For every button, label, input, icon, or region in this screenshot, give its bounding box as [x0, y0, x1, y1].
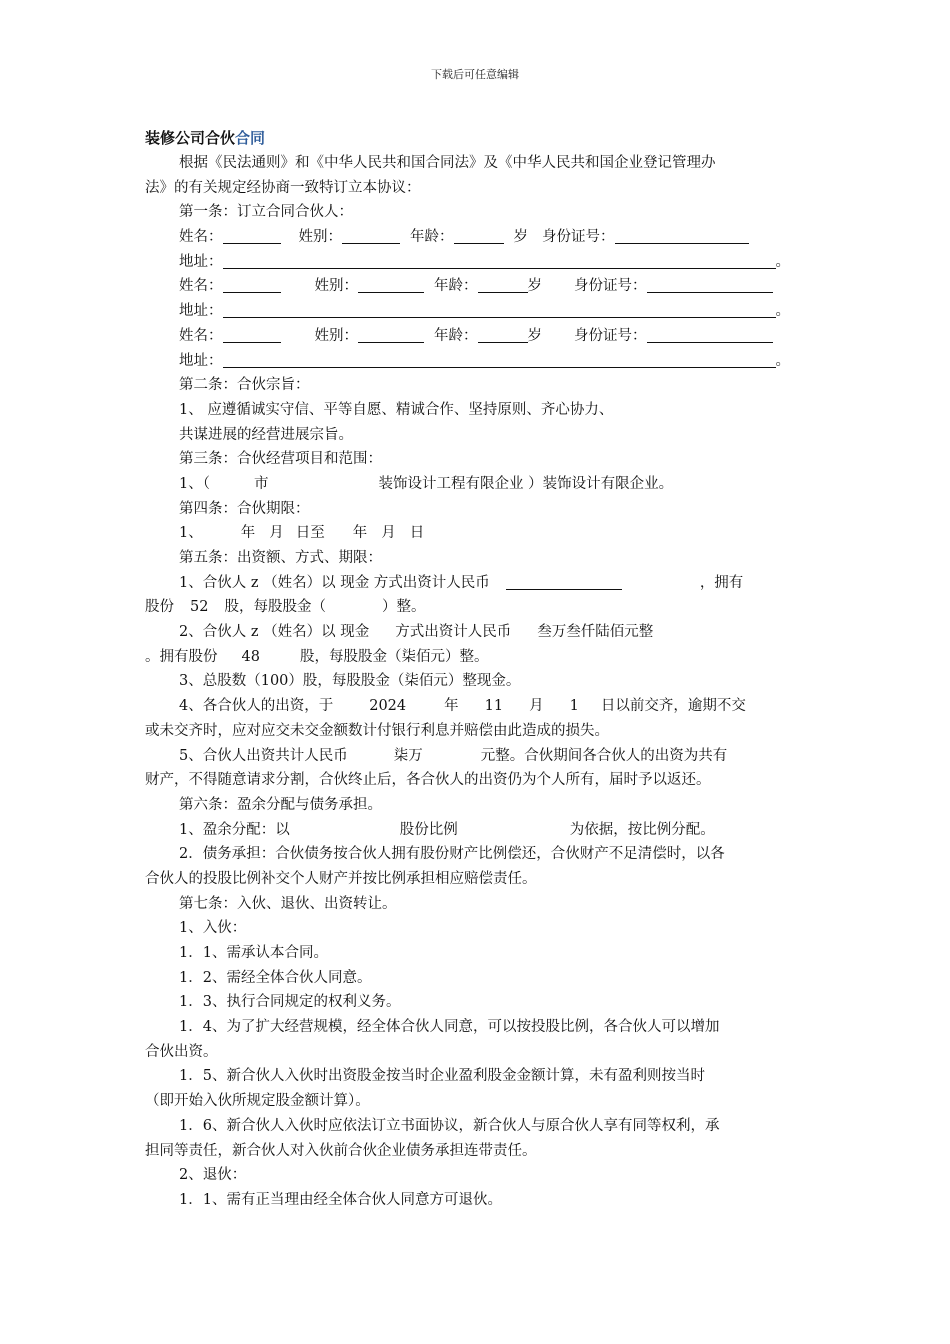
article-7-join-1: 1．1、需承认本合同。	[179, 945, 328, 961]
article-5-clause-2-line-1: 2、合伙人 z （姓名）以 现金 方式出资计人民币 叁万叁仟陆佰元整	[179, 624, 654, 641]
article-7-heading: 第七条：入伙、退伙、出资转让。	[179, 895, 397, 912]
article-5-clause-2-line-2: 。拥有股份 48 股，每股股金（柒佰元）整。	[145, 648, 489, 665]
partner-1-address-line: 地址： 。	[179, 253, 790, 270]
id-number-blank	[615, 227, 749, 244]
article-7-join-heading: 1、入伙：	[179, 920, 247, 937]
article-2-line-2: 共谋进展的经营进展宗旨。	[179, 426, 353, 443]
article-5-clause-1-line-1: 1、合伙人 z （姓名）以 现金 方式出资计人民币 ，拥有	[179, 574, 744, 591]
article-3-line-1: 1、（ 市 装饰设计工程有限企业 ）装饰设计有限企业。	[179, 475, 674, 492]
article-6-clause-2-line-2: 合伙人的投股比例补交个人财产并按比例承担相应赔偿责任。	[145, 870, 537, 887]
article-7-quit-heading: 2、退伙：	[179, 1167, 247, 1184]
article-7-join-3: 1．3、执行合同规定的权利义务。	[179, 994, 401, 1011]
article-5-clause-4-line-2: 或未交齐时，应对应交未交金额数计付银行利息并赔偿由此造成的损失。	[145, 722, 609, 739]
contract-document	[145, 126, 810, 1213]
age-blank	[478, 276, 528, 293]
article-7-join-6-line-2: 担同等责任，新合伙人对入伙前合伙企业债务承担连带责任。	[145, 1142, 537, 1159]
article-6-clause-1: 1、盈余分配：以 股份比例 为依据，按比例分配。	[179, 821, 715, 838]
article-7-join-2: 1．2、需经全体合伙人同意。	[179, 969, 372, 986]
gender-blank	[342, 227, 400, 244]
article-1-heading: 第一条：订立合同合伙人：	[179, 204, 353, 221]
address-blank	[223, 252, 776, 269]
partner-1-info-line: 姓名： 姓别： 年龄： 岁 身份证号：	[145, 225, 810, 250]
article-5-clause-5-line-2: 财产，不得随意请求分割，合伙终止后，各合伙人的出资仍为个人所有，届时予以返还。	[145, 772, 711, 789]
document-title	[145, 126, 810, 151]
partner-3-address-line: 地址： 。	[179, 352, 790, 369]
partner-3-info-line: 姓名： 姓别： 年龄： 岁 身份证号：	[145, 324, 810, 349]
id-number-blank	[647, 326, 773, 343]
article-4-term-line: 1、 年 月 日至 年 月 日	[179, 525, 425, 542]
address-blank	[223, 351, 776, 368]
article-6-clause-2-line-1: 2．债务承担：合伙债务按合伙人拥有股份财产比例偿还，合伙财产不足清偿时，以各	[179, 846, 725, 863]
article-5-heading: 第五条：出资额、方式、期限：	[179, 550, 382, 566]
article-5-clause-3: 3、总股数（100）股，每股股金（柒佰元）整现金。	[179, 673, 521, 690]
title-main: 装修公司合伙	[145, 129, 236, 147]
article-7-join-4-line-2: 合伙出资。	[145, 1043, 218, 1060]
address-blank	[223, 301, 776, 318]
name-blank	[223, 227, 281, 244]
partner-2-address-line: 地址： 。	[179, 303, 790, 320]
amount-blank	[506, 573, 622, 590]
name-blank	[223, 276, 281, 293]
article-3-heading: 第三条：合伙经营项目和范围：	[179, 451, 382, 468]
article-4-heading: 第四条：合伙期限：	[179, 500, 310, 517]
name-blank	[223, 326, 281, 343]
article-7-join-5-line-2: （即开始入伙所规定股金额计算）。	[145, 1093, 370, 1110]
title-highlight: 合同	[235, 129, 266, 147]
article-7-join-6-line-1: 1．6、新合伙人入伙时应依法订立书面协议，新合伙人与原合伙人享有同等权利，承	[179, 1117, 720, 1134]
gender-blank	[358, 326, 424, 343]
article-2-heading: 第二条：合伙宗旨：	[179, 377, 310, 394]
id-number-blank	[647, 276, 773, 293]
gender-blank	[358, 276, 424, 293]
article-7-quit-1: 1．1、需有正当理由经全体合伙人同意方可退伙。	[179, 1191, 502, 1208]
age-blank	[454, 227, 504, 244]
article-6-heading: 第六条：盈余分配与债务承担。	[179, 796, 382, 813]
article-2-line-1: 1、 应遵循诚实守信、平等自愿、精诚合作、坚持原则、齐心协力、	[179, 401, 614, 418]
partner-2-info-line: 姓名： 姓别： 年龄： 岁 身份证号：	[145, 274, 810, 299]
article-5-clause-5-line-1: 5、合伙人出资共计人民币 柒万 元整。合伙期间各合伙人的出资为共有	[179, 747, 728, 764]
intro-line-2: 法》的有关规定经协商一致特订立本协议：	[145, 179, 421, 196]
age-blank	[478, 326, 528, 343]
article-7-join-4-line-1: 1．4、为了扩大经营规模，经全体合伙人同意，可以按投股比例，各合伙人可以增加	[179, 1019, 720, 1036]
article-5-clause-1-line-2: 股份 52 股，每股股金（ ）整。	[145, 599, 426, 616]
article-5-clause-4-line-1: 4、各合伙人的出资，于 2024 年 11 月 1 日以前交齐，逾期不交	[179, 698, 746, 715]
article-7-join-5-line-1: 1．5、新合伙人入伙时出资股金按当时企业盈利股金金额计算，未有盈利则按当时	[179, 1068, 705, 1085]
page-header: 下载后可任意编辑	[431, 68, 519, 81]
intro-line-1: 根据《民法通则》和《中华人民共和国合同法》及《中华人民共和国企业登记管理办	[179, 155, 716, 171]
